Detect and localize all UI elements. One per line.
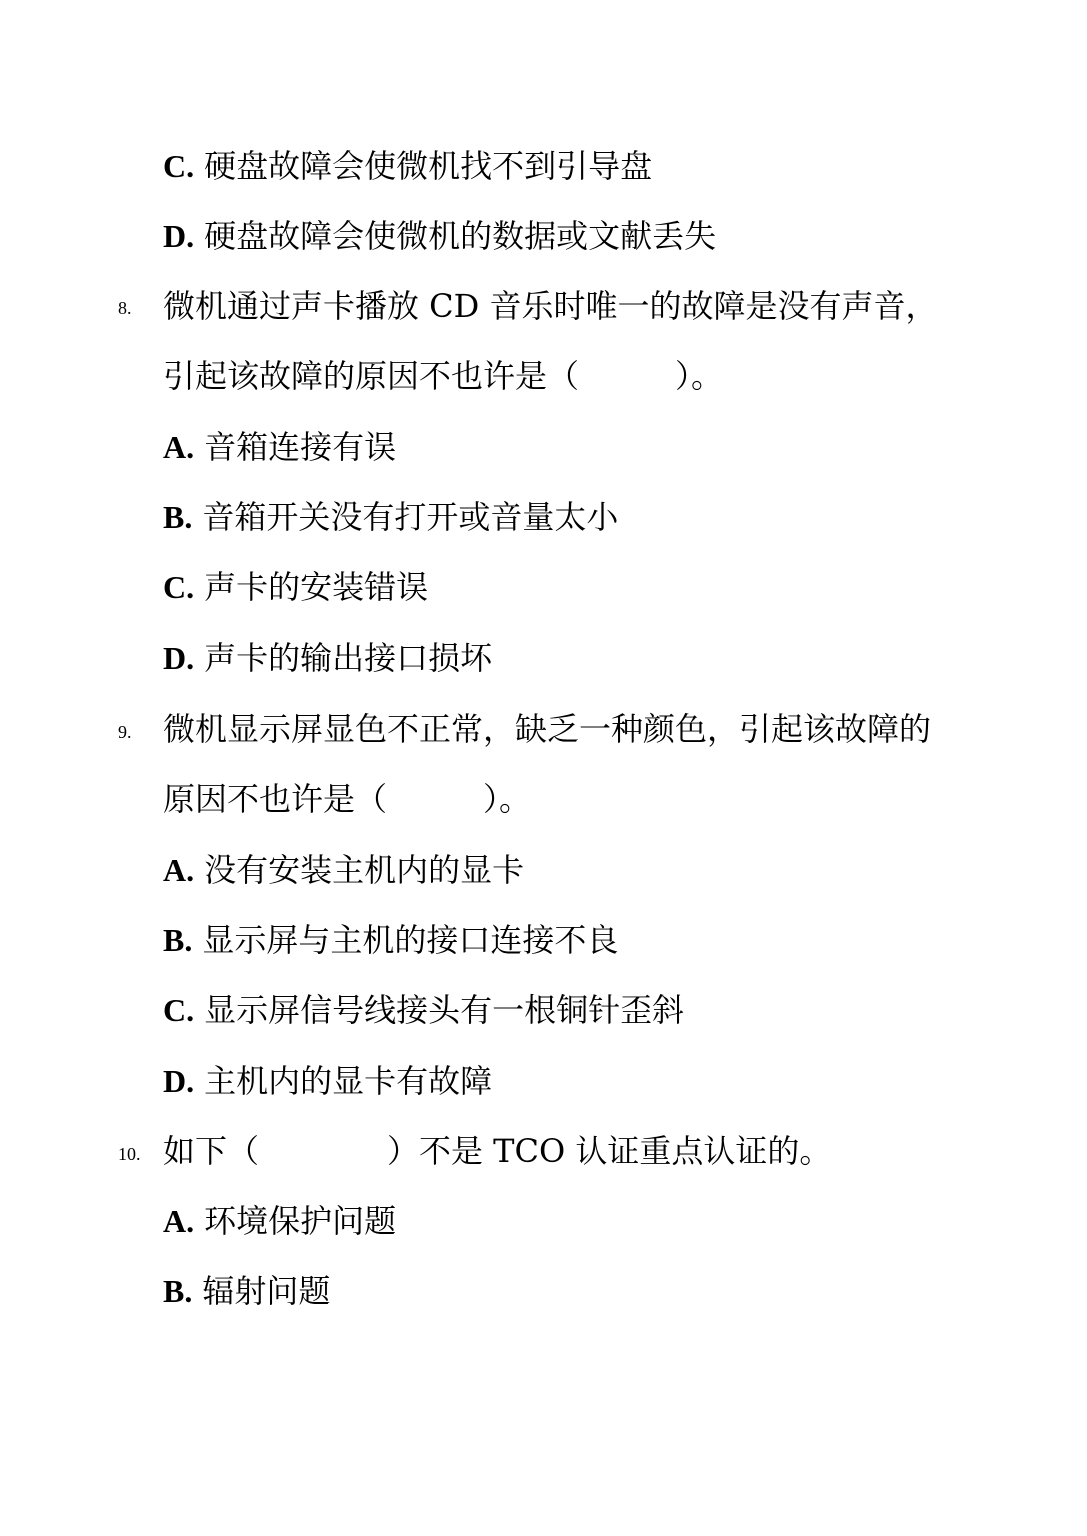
option-letter: B. (163, 1273, 193, 1309)
option-text: 显示屏与主机的接口连接不良 (202, 921, 619, 959)
option-line (163, 497, 618, 537)
option-text: 硬盘故障会使微机的数据或文献丢失 (204, 217, 717, 255)
option-line (163, 216, 716, 256)
question-line (163, 1131, 831, 1171)
question-text: 引起该故障的原因不也许是（ ）。 (163, 357, 724, 395)
question-number: 10. (118, 1144, 141, 1164)
question-text: 如下（ ）不是 TCO 认证重点认证的。 (163, 1132, 832, 1170)
option-text: 音箱开关没有打开或音量太小 (202, 498, 619, 536)
option-line (163, 146, 652, 186)
option-letter: D. (163, 1063, 195, 1099)
option-text: 声卡的输出接口损坏 (204, 639, 493, 677)
option-text: 环境保护问题 (204, 1202, 397, 1240)
question-line (163, 779, 531, 819)
option-line (163, 427, 396, 467)
option-line (163, 1201, 396, 1241)
question-line (163, 709, 931, 749)
option-text: 音箱连接有误 (204, 428, 397, 466)
option-line (163, 638, 492, 678)
option-line (163, 1061, 492, 1101)
option-letter: B. (163, 499, 193, 535)
option-letter: B. (163, 922, 193, 958)
question-line (163, 286, 938, 326)
option-letter: A. (163, 852, 195, 888)
question-text: 微机显示屏显色不正常，缺乏一种颜色，引起该故障的 (163, 710, 932, 748)
option-letter: D. (163, 640, 195, 676)
option-line (163, 990, 684, 1030)
question-line (163, 356, 723, 396)
option-line (163, 1271, 330, 1311)
option-letter: D. (163, 218, 195, 254)
question-text: 原因不也许是（ ）。 (163, 780, 532, 818)
option-text: 主机内的显卡有故障 (204, 1062, 493, 1100)
question-text: 微机通过声卡播放 CD 音乐时唯一的故障是没有声音， (163, 287, 938, 325)
option-text: 辐射问题 (202, 1272, 331, 1310)
option-letter: C. (163, 992, 195, 1028)
question-number: 9. (118, 722, 132, 742)
option-line (163, 567, 428, 607)
option-text: 声卡的安装错误 (204, 568, 429, 606)
option-text: 没有安装主机内的显卡 (204, 851, 525, 889)
option-line (163, 850, 524, 890)
option-letter: A. (163, 1203, 195, 1239)
option-letter: C. (163, 148, 195, 184)
question-number: 8. (118, 298, 132, 318)
option-text: 显示屏信号线接头有一根铜针歪斜 (204, 991, 685, 1029)
option-text: 硬盘故障会使微机找不到引导盘 (204, 147, 653, 185)
option-letter: A. (163, 429, 195, 465)
option-letter: C. (163, 569, 195, 605)
option-line (163, 920, 618, 960)
